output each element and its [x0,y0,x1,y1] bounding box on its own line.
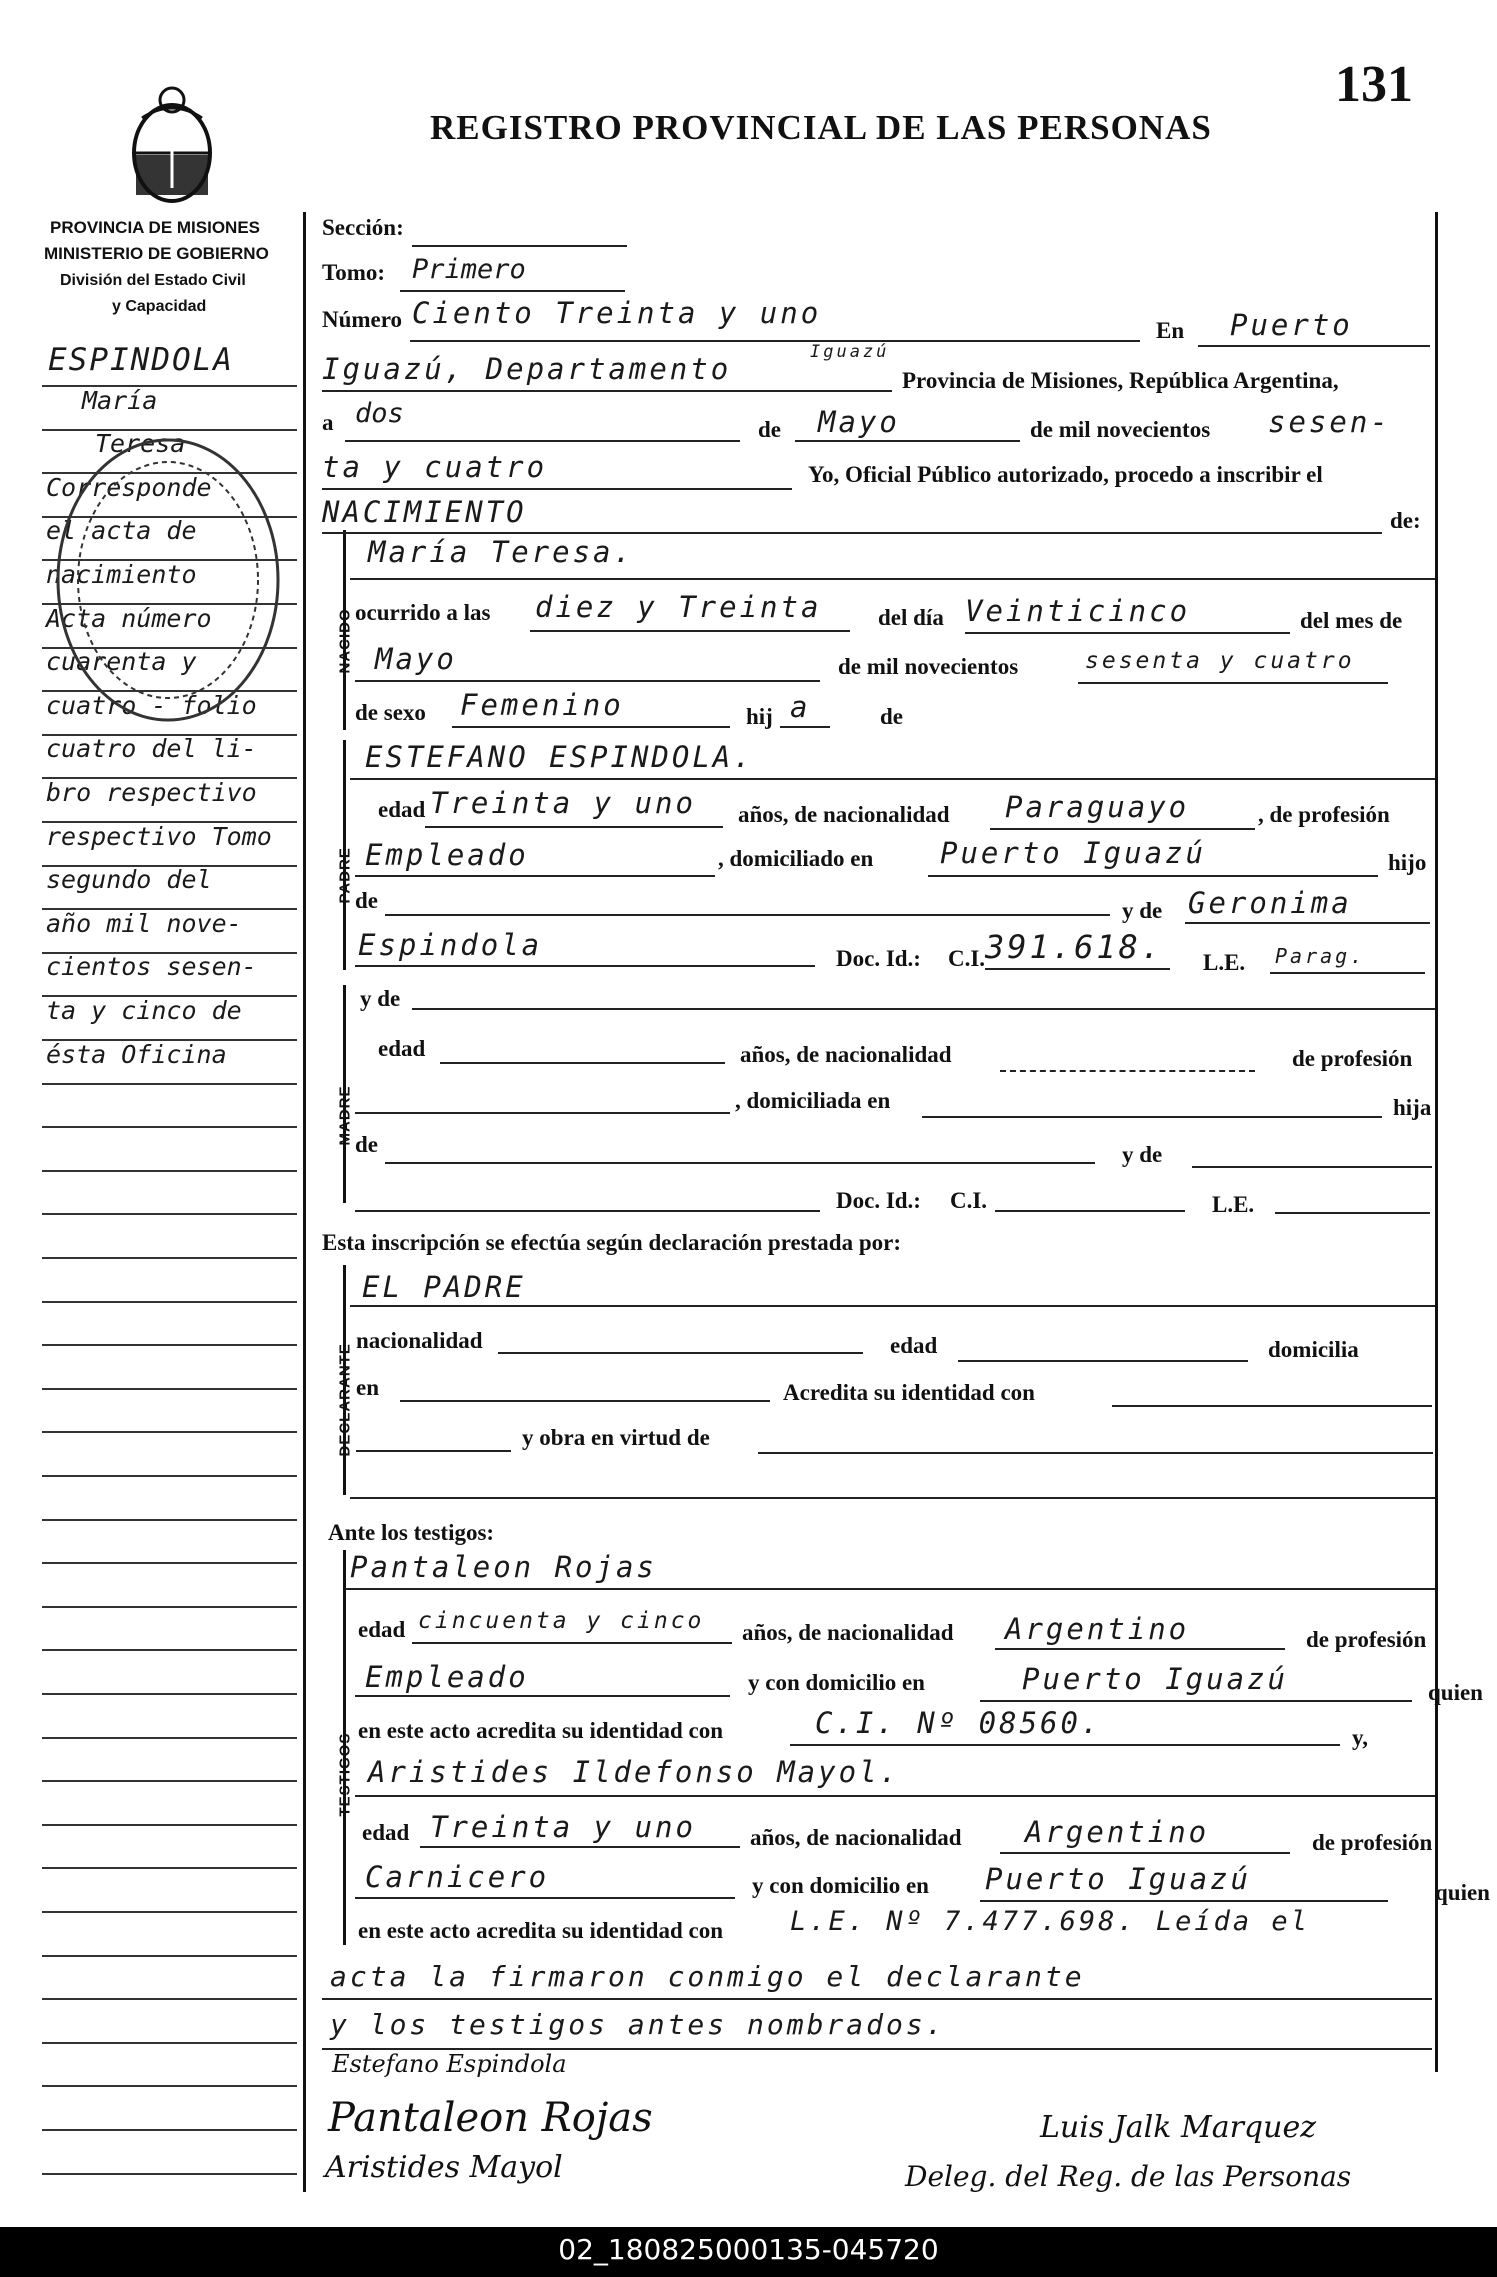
testigo1-quien-label: quien [1428,1680,1483,1705]
anio-value-1[interactable]: sesen- [1268,405,1391,439]
margin-note-line: cuatro del li- [46,734,257,764]
padre-nac-field [990,828,1255,830]
closing-line-2: y los testigos antes nombrados. [330,2008,946,2041]
margin-note-line: cientos sesen- [46,952,257,982]
margin-rule [42,2129,297,2131]
testigo2-nombre[interactable]: Aristides Ildefonso Mayol. [368,1755,900,1789]
closing-line-1-rule [322,1998,1432,2000]
hij-de-label: de [880,704,903,729]
margin-rule [42,385,297,387]
testigo2-dom-field [980,1900,1388,1902]
testigo1-prof-label: de profesión [1306,1627,1427,1652]
padre-dom-label: , domiciliado en [718,846,874,871]
margin-rule [42,1606,297,1608]
anio-field [322,488,792,490]
a-label: a [322,410,334,435]
dia-label: del día [878,605,944,630]
margin-rule [42,1213,297,1215]
testigo2-edad-value[interactable]: Treinta y uno [430,1810,696,1844]
margin-rule [42,1344,297,1346]
testigo2-nac-label: años, de nacionalidad [750,1825,962,1850]
lugar-field-2 [322,390,892,392]
nacido-side-label: NACIDO [336,608,354,674]
closing-line-1: acta la firmaron conmigo el declarante [330,1960,1085,1993]
testigo1-edad-value[interactable]: cincuenta y cinco [418,1608,705,1634]
testigo2-acredita-label: en este acto acredita su identidad con [358,1918,724,1943]
testigo1-dom-label: y con domicilio en [748,1670,925,1695]
madre-yde2-field [1192,1166,1432,1168]
padre-dom-value[interactable]: Puerto Iguazú [940,836,1206,870]
padre-edad-field [425,826,723,828]
declarante-obra-label: y obra en virtud de [522,1425,710,1450]
padre-dom-field [928,875,1378,877]
declarante-nac-field [498,1352,863,1354]
margin-rule [42,1911,297,1913]
padre-apellido-value[interactable]: Espindola [358,928,543,962]
testigo1-doc-value[interactable]: C.I. Nº 08560. [815,1706,1102,1740]
mil-label: de mil novecientos [1030,417,1211,442]
madre-prof-label: de profesión [1292,1046,1413,1071]
testigo1-nac-field [995,1648,1285,1650]
margin-rule [42,1475,297,1477]
testigo1-dom-value[interactable]: Puerto Iguazú [1022,1662,1288,1696]
testigo2-prof-value[interactable]: Carnicero [365,1860,550,1894]
mes-nac-field [355,680,820,682]
declarante-obra-field [758,1452,1433,1454]
padre-de-field [385,914,1110,916]
declarante-edad-field [958,1360,1248,1362]
numero-field [410,340,1140,342]
padre-prof-value[interactable]: Empleado [365,838,529,872]
dia-field [345,440,740,442]
madre-nac-field [1000,1070,1255,1072]
hora-value[interactable]: diez y Treinta [535,590,822,624]
margin-rule [42,1780,297,1782]
tipo-value[interactable]: NACIMIENTO [322,495,527,529]
de-label: de [758,417,781,442]
page-number: 131 [1335,56,1413,113]
numero-value[interactable]: Ciento Treinta y uno [412,296,822,330]
coat-of-arms-icon [122,78,222,208]
margin-rule [42,1693,297,1695]
padre-doc-label: Doc. Id.: [836,946,921,971]
padre-edad-label: edad [378,797,426,822]
nacido-nombre[interactable]: María Teresa. [368,535,634,569]
madre-yde2-label: y de [1122,1142,1163,1167]
testigo2-nombre-field [355,1795,1435,1797]
margin-rule [42,1126,297,1128]
page-title: REGISTRO PROVINCIAL DE LAS PERSONAS [430,108,1212,147]
ministry-name: MINISTERIO DE GOBIERNO [44,244,269,263]
testigo2-nac-field [1000,1852,1290,1854]
testigo2-dom-value[interactable]: Puerto Iguazú [985,1862,1251,1896]
mes-nac-value[interactable]: Mayo [375,642,457,676]
testigo1-prof-field [355,1695,730,1697]
madre-apellido-field [355,1210,820,1212]
margin-rule [42,2173,297,2175]
margin-note-line: cuatro - folio [46,690,257,720]
margin-rule [42,2042,297,2044]
tipo-field [322,532,1382,534]
tomo-field [400,290,625,292]
testigos-side-label: TESTIGOS [336,1732,354,1817]
madre-de-label: de [355,1132,378,1157]
madre-dom-label: , domiciliada en [735,1088,891,1113]
padre-apellido-field [355,965,815,967]
madre-le-label: L.E. [1212,1192,1255,1217]
margin-rule [42,1824,297,1826]
padre-hijo-label: hijo [1388,850,1427,875]
signature-2: Pantaleon Rojas [328,2095,653,2141]
madre-prof-field [355,1112,730,1114]
padre-le-label: L.E. [1203,950,1246,975]
declarante-extra-field [350,1497,1435,1499]
margin-rule [42,1649,297,1651]
margin-rule [42,1301,297,1303]
madre-side-label: MADRE [336,1085,354,1146]
margin-rule [42,1257,297,1259]
madre-nombre-field [412,1008,1435,1010]
anio-nac-field [1078,682,1388,684]
mes-value[interactable]: Mayo [818,405,900,439]
declarante-pre-obra-field [356,1450,511,1452]
testigo1-edad-field [412,1642,732,1644]
padre-yde-label: y de [1122,898,1163,923]
dia-value[interactable]: dos [355,398,404,429]
registry-stamp-icon [48,430,288,730]
declarante-en-field [400,1400,770,1402]
seccion-field[interactable] [412,245,627,247]
lugar-value-3[interactable]: Iguazú [810,342,890,362]
margin-note-line: ESPINDOLA [48,342,234,378]
declarante-edad-label: edad [890,1333,938,1358]
anio-value-2[interactable]: ta y cuatro [322,450,548,484]
declarante-acredita-label: Acredita su identidad con [783,1380,1035,1405]
declarante-nombre[interactable]: EL PADRE [362,1270,526,1304]
padre-prof-label: , de profesión [1258,802,1390,827]
mil-nac-label: de mil novecientos [838,654,1019,679]
madre-doc-label: Doc. Id.: [836,1188,921,1213]
madre-ci-field [995,1210,1185,1212]
lugar-value-2[interactable]: Iguazú, Departamento [322,352,732,386]
margin-note-line: cuarenta y [46,647,197,677]
margin-note-line: María [82,385,158,415]
testigo2-edad-label: edad [362,1820,410,1845]
testigos-intro: Ante los testigos: [328,1520,495,1545]
madre-yde-label: y de [360,986,401,1011]
tomo-value[interactable]: Primero [412,254,526,285]
signature-1: Estefano Espindola [332,2050,567,2078]
margin-note-line: año mil nove- [46,908,242,938]
testigo1-prof-value[interactable]: Empleado [365,1660,529,1694]
padre-nac-value[interactable]: Paraguayo [1005,790,1190,824]
testigo2-edad-field [420,1846,740,1848]
margin-rule [42,1955,297,1957]
testigo1-dom-field [980,1700,1412,1702]
margin-rule [42,1562,297,1564]
footer-text: 02_180825000135-045720 [558,2233,939,2266]
testigo-y-label: y, [1352,1725,1368,1750]
margin-rule [42,1867,297,1869]
declarante-en-label: en [356,1375,379,1400]
sexo-field [452,726,730,728]
declarante-acredita-field [1112,1405,1432,1407]
testigo2-nac-value[interactable]: Argentino [1025,1815,1210,1849]
testigo1-nombre-field [345,1588,1435,1590]
dia-nac-value[interactable]: Veinticinco [965,594,1191,628]
sexo-value[interactable]: Femenino [460,688,624,722]
testigo2-prof-label: de profesión [1312,1830,1433,1855]
seccion-label: Sección: [322,215,404,240]
dia-nac-field [965,632,1290,634]
padre-nombre[interactable]: ESTEFANO ESPINDOLA. [365,740,754,774]
testigo1-edad-label: edad [358,1617,406,1642]
division-name-2: y Capacidad [112,298,207,315]
ocurrido-label: ocurrido a las [355,600,491,625]
testigo1-nombre[interactable]: Pantaleon Rojas [350,1550,657,1584]
numero-label: Número [322,307,403,332]
madre-edad-label: edad [378,1036,426,1061]
lugar-field-1 [1198,345,1430,347]
margin-note-line: el acta de [46,516,197,546]
lugar-value-1[interactable]: Puerto [1230,308,1353,342]
anio-nac-value[interactable]: sesenta y cuatro [1085,648,1355,674]
testigo1-nac-label: años, de nacionalidad [742,1620,954,1645]
margin-note-line: ésta Oficina [46,1039,227,1069]
margin-divider [303,212,306,2192]
margin-rule [42,1998,297,2000]
testigo1-doc-field [790,1744,1340,1746]
madre-dom-field [922,1116,1382,1118]
margin-note-line: nacimiento [46,560,197,589]
testigo2-quien-label: quien [1435,1880,1490,1905]
sexo-label: de sexo [355,700,426,725]
testigo2-doc-value[interactable]: L.E. Nº 7.477.698. Leída el [790,1906,1310,1937]
margin-note-line: Teresa [95,429,186,459]
signature-3: Aristides Mayol [325,2150,563,2185]
margin-rule [42,1083,297,1085]
declarante-nombre-field [350,1305,1435,1307]
margin-rule [42,1519,297,1521]
padre-edad-value[interactable]: Treinta y uno [430,786,696,820]
madre-le-field [1275,1212,1430,1214]
padre-le-field [1270,972,1425,974]
declarante-nac-label: nacionalidad [356,1328,483,1353]
padre-side-label: PADRE [336,847,354,904]
madre-edad-field [440,1062,725,1064]
margin-note-line: ta y cinco de [46,996,242,1025]
en-label: En [1156,318,1185,343]
margin-note-line: segundo del [46,865,212,895]
declarante-dom-label: domicilia [1268,1337,1359,1362]
testigo2-prof-field [355,1897,735,1899]
mes-field [795,440,1020,442]
madre-ci-label: C.I. [950,1188,988,1213]
testigo1-acredita-label: en este acto acredita su identidad con [358,1718,724,1743]
margin-rule [42,2085,297,2087]
signature-4: Luis Jalk Marquez [1040,2110,1317,2145]
provincia-label: Provincia de Misiones, República Argentina, [902,368,1339,393]
division-name: División del Estado Civil [60,272,246,289]
hora-field [530,630,850,632]
declarante-side-label: DECLARANTE [336,1343,354,1457]
padre-madre-value[interactable]: Geronima [1188,886,1352,920]
madre-hija-label: hija [1393,1095,1432,1120]
padre-de-label: de [355,888,378,913]
hij-value[interactable]: a [790,690,811,724]
padre-ci-field [985,968,1170,970]
testigo2-dom-label: y con domicilio en [752,1873,929,1898]
padre-nombre-field [350,778,1435,780]
official-title: Deleg. del Reg. de las Personas [905,2160,1352,2193]
margin-rule [42,1170,297,1172]
madre-nac-label: años, de nacionalidad [740,1042,952,1067]
margin-rule [42,1737,297,1739]
nacido-nombre-field [350,578,1435,580]
right-border [1435,212,1438,2072]
margin-note-line: Acta número [46,603,212,633]
padre-prof-field [355,875,715,877]
margin-rule [42,1388,297,1390]
tomo-label: Tomo: [322,260,386,285]
padre-ci-value[interactable]: 391.618. [985,928,1164,966]
padre-nac-label: años, de nacionalidad [738,802,950,827]
mes-label: del mes de [1300,608,1403,633]
margin-note-line: Corresponde [46,472,212,502]
madre-de-field [385,1162,1095,1164]
padre-yde-field [1185,922,1430,924]
margin-rule [42,1431,297,1433]
margin-note-line: bro respectivo [46,778,257,807]
de-colon-label: de: [1390,508,1421,533]
province-name: PROVINCIA DE MISIONES [50,218,261,237]
margin-note-line: respectivo Tomo [46,821,272,851]
yo-label: Yo, Oficial Público autorizado, procedo a inscribir el [808,462,1323,487]
hij-label: hij [746,704,773,729]
padre-ci-label: C.I. [948,946,986,971]
declarante-intro: Esta inscripción se efectúa según declaración prestada por: [322,1230,902,1255]
testigo1-nac-value[interactable]: Argentino [1005,1612,1190,1646]
padre-le-value[interactable]: Parag. [1275,944,1366,968]
hij-field [780,726,830,728]
